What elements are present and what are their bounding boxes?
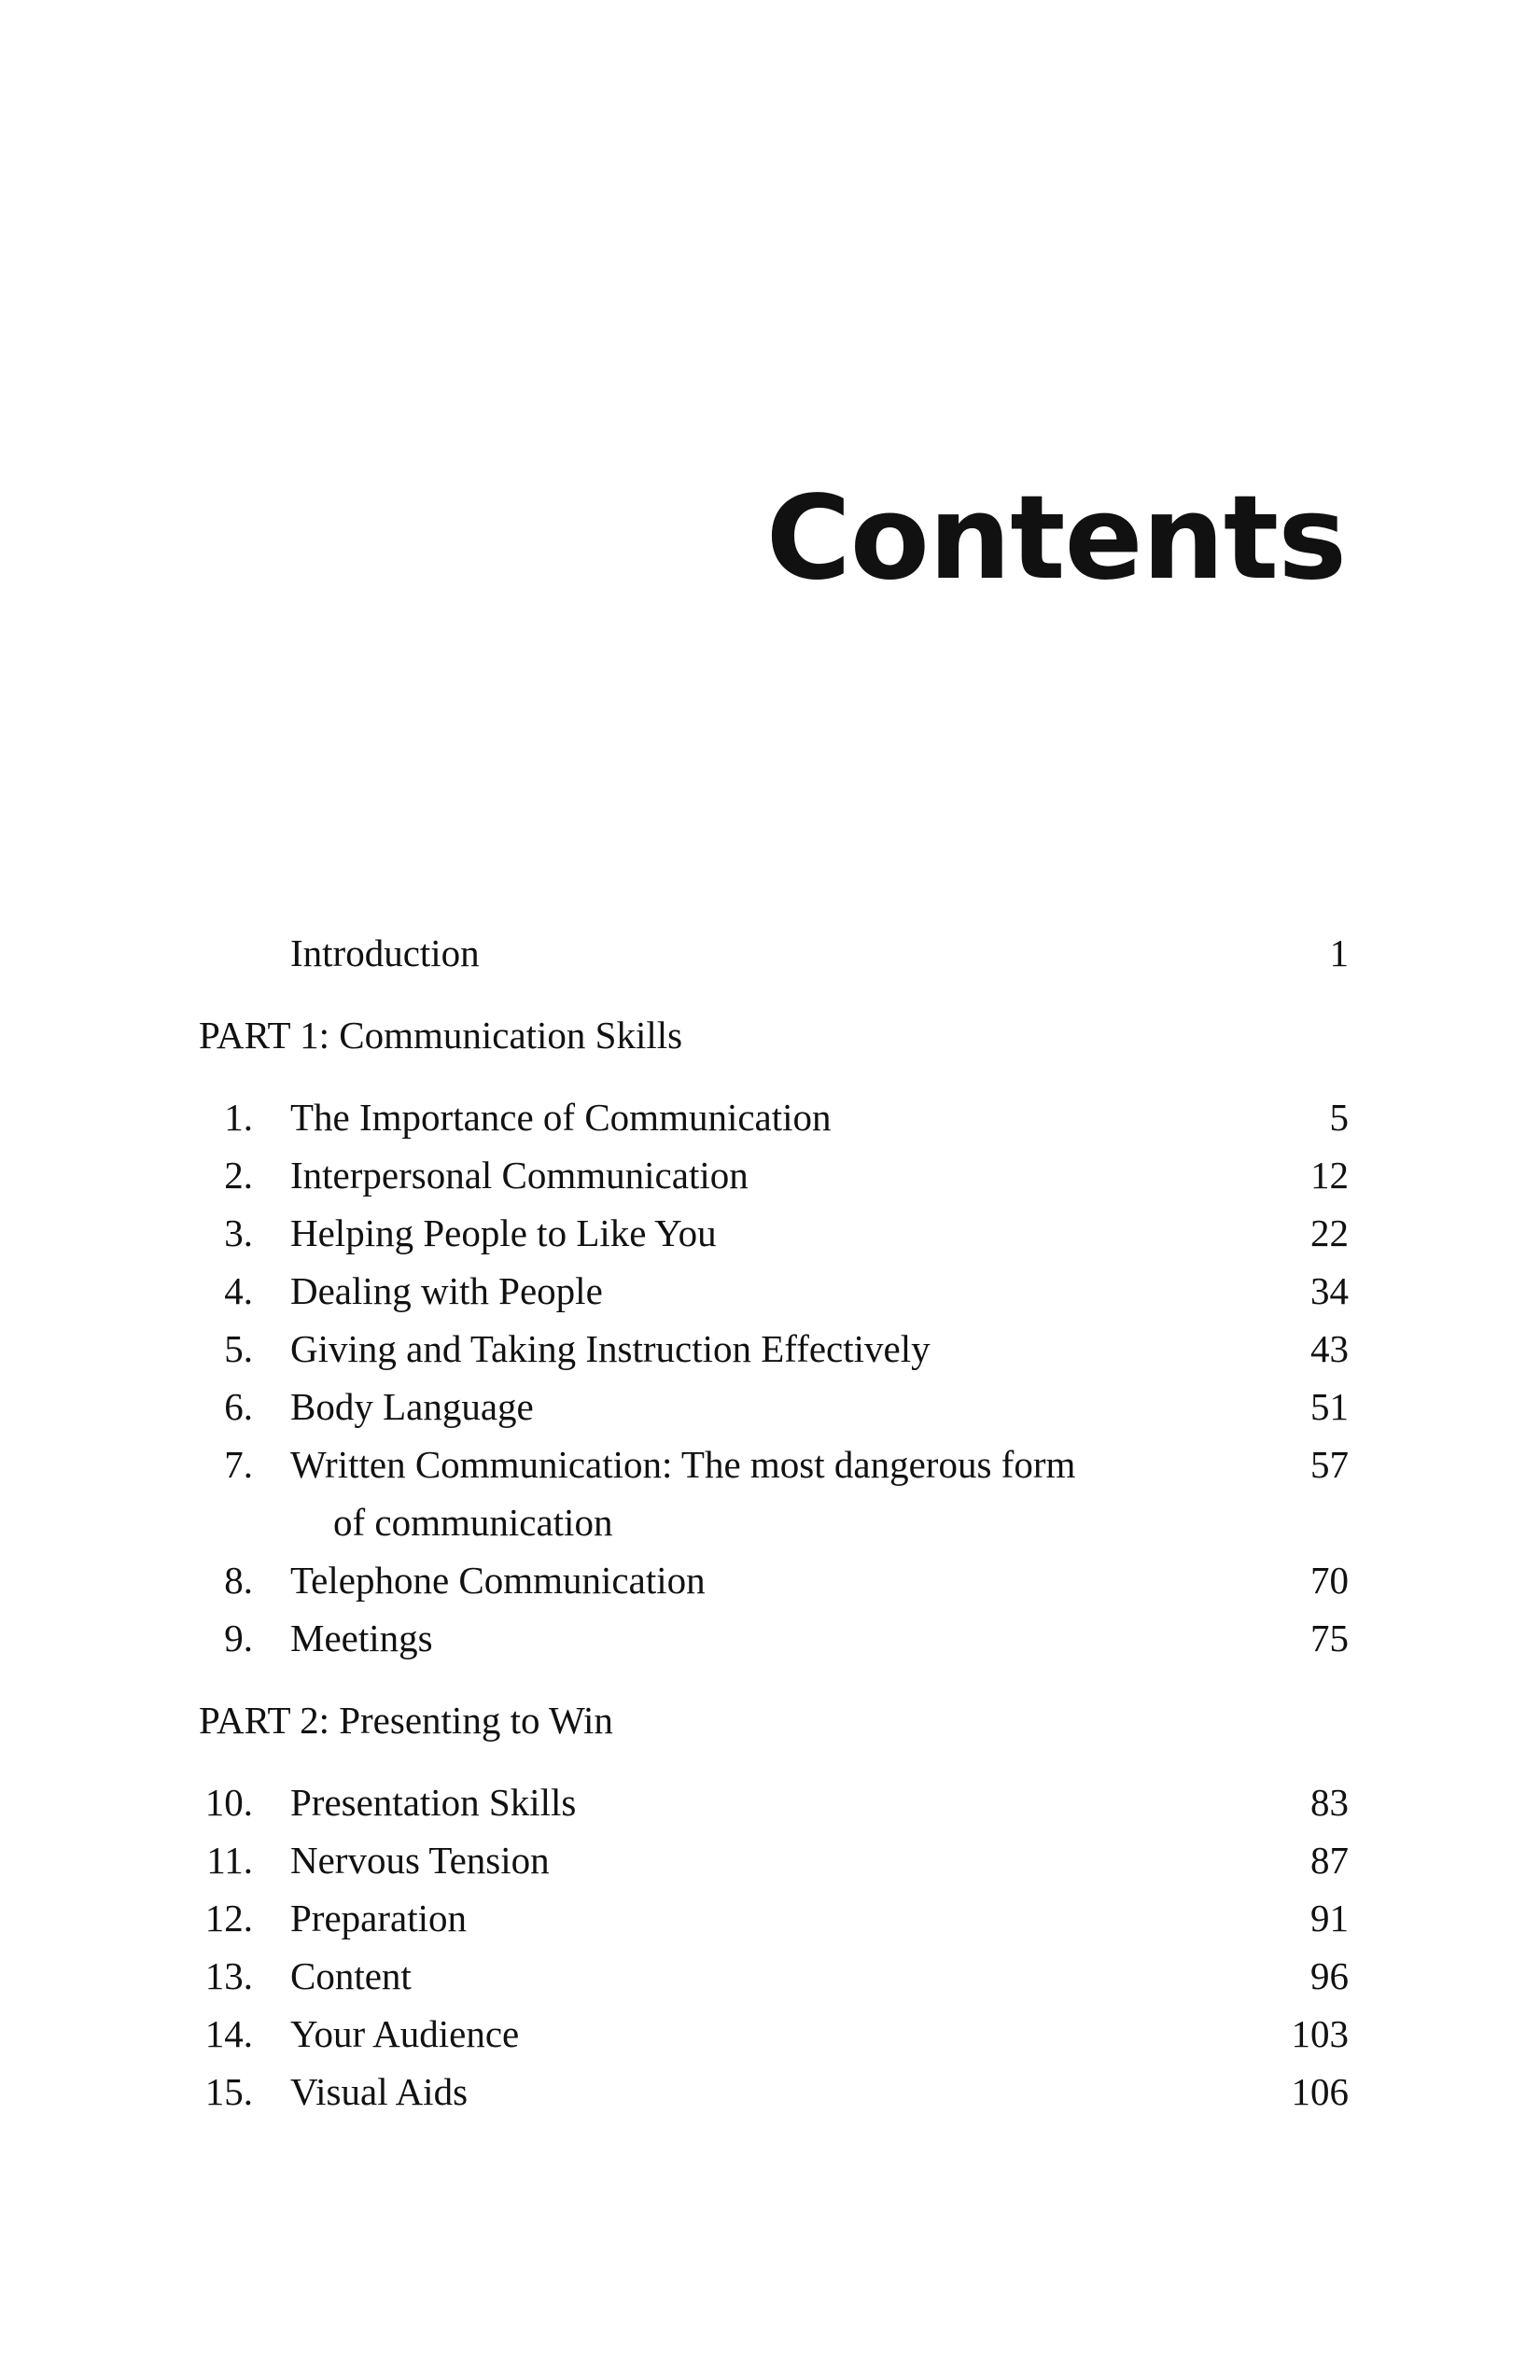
chapter-title: Visual Aids	[290, 2070, 469, 2113]
chapter-number: 10.	[204, 1781, 253, 1824]
chapter-number: 6.	[224, 1385, 253, 1428]
chapter-page-number: 103	[1291, 2012, 1349, 2055]
chapter-page-number: 22	[1310, 1211, 1349, 1254]
toc-entry[interactable]	[199, 1204, 1349, 1262]
chapter-page-number: 51	[1310, 1385, 1349, 1428]
chapter-page-number: 57	[1310, 1443, 1349, 1486]
chapter-number: 11.	[206, 1839, 253, 1882]
toc-entry[interactable]	[199, 1320, 1349, 1378]
toc-entry[interactable]	[199, 1773, 1349, 1831]
entry-page-number: 1	[1329, 931, 1349, 974]
chapter-number: 14.	[204, 2012, 253, 2055]
chapter-title: Interpersonal Communication	[290, 1154, 749, 1197]
chapter-title: Helping People to Like You	[290, 1211, 717, 1254]
page-title: Contents	[765, 471, 1346, 606]
chapter-title: Nervous Tension	[290, 1839, 550, 1882]
chapter-title: Dealing with People	[290, 1269, 603, 1312]
toc-entry[interactable]	[199, 1146, 1349, 1204]
chapter-page-number: 5	[1329, 1096, 1349, 1139]
chapter-number: 3.	[224, 1211, 253, 1254]
chapter-page-number: 91	[1310, 1897, 1349, 1939]
part-heading-2: PART 2: Presenting to Win	[199, 1699, 613, 1742]
chapter-title-continuation: of communication	[333, 1501, 613, 1544]
chapter-title: Preparation	[290, 1897, 467, 1939]
chapter-page-number: 75	[1310, 1617, 1349, 1659]
chapter-number: 4.	[224, 1269, 253, 1312]
chapter-title: Content	[290, 1954, 412, 1997]
chapter-page-number: 43	[1310, 1327, 1349, 1370]
toc-entry[interactable]	[199, 1435, 1349, 1551]
chapter-number: 13.	[204, 1954, 253, 1997]
toc-entry[interactable]	[199, 1262, 1349, 1320]
chapter-title: Body Language	[290, 1385, 534, 1428]
entry-title: Introduction	[290, 931, 480, 974]
chapter-page-number: 96	[1310, 1954, 1349, 1997]
toc-entry[interactable]	[199, 1551, 1349, 1609]
chapter-number: 2.	[224, 1154, 253, 1197]
chapter-page-number: 12	[1310, 1154, 1349, 1197]
toc-entry[interactable]	[199, 2063, 1349, 2121]
toc-entry[interactable]	[199, 1378, 1349, 1435]
chapter-number: 7.	[224, 1443, 253, 1486]
chapter-title: Presentation Skills	[290, 1781, 577, 1824]
toc-entry[interactable]	[199, 1831, 1349, 1889]
chapter-title: Your Audience	[290, 2012, 520, 2055]
chapter-number: 5.	[224, 1327, 253, 1370]
table-of-contents	[199, 924, 1349, 2121]
chapter-title: Telephone Communication	[290, 1559, 706, 1602]
chapter-number: 8.	[224, 1559, 253, 1602]
chapter-page-number: 34	[1310, 1269, 1349, 1312]
toc-entry[interactable]	[199, 1609, 1349, 1667]
chapter-number: 15.	[204, 2070, 253, 2113]
chapter-number: 1.	[224, 1096, 253, 1139]
toc-entry-introduction[interactable]	[199, 924, 1349, 982]
chapter-page-number: 83	[1310, 1781, 1349, 1824]
toc-entry[interactable]	[199, 1088, 1349, 1146]
part-heading-1: PART 1: Communication Skills	[199, 1014, 683, 1057]
chapter-title: Giving and Taking Instruction Effectively	[290, 1327, 931, 1370]
toc-entry[interactable]	[199, 2005, 1349, 2063]
chapter-title: Meetings	[290, 1617, 433, 1659]
chapter-number: 9.	[224, 1617, 253, 1659]
toc-entry[interactable]	[199, 1947, 1349, 2005]
chapter-page-number: 106	[1291, 2070, 1349, 2113]
toc-entry[interactable]	[199, 1889, 1349, 1947]
chapter-title: Written Communication: The most dangerous form	[290, 1443, 1076, 1486]
chapter-title-block	[290, 1435, 1224, 1551]
chapter-page-number: 70	[1310, 1559, 1349, 1602]
chapter-page-number: 87	[1310, 1839, 1349, 1882]
chapter-number: 12.	[204, 1897, 253, 1939]
chapter-title: The Importance of Communication	[290, 1096, 832, 1139]
